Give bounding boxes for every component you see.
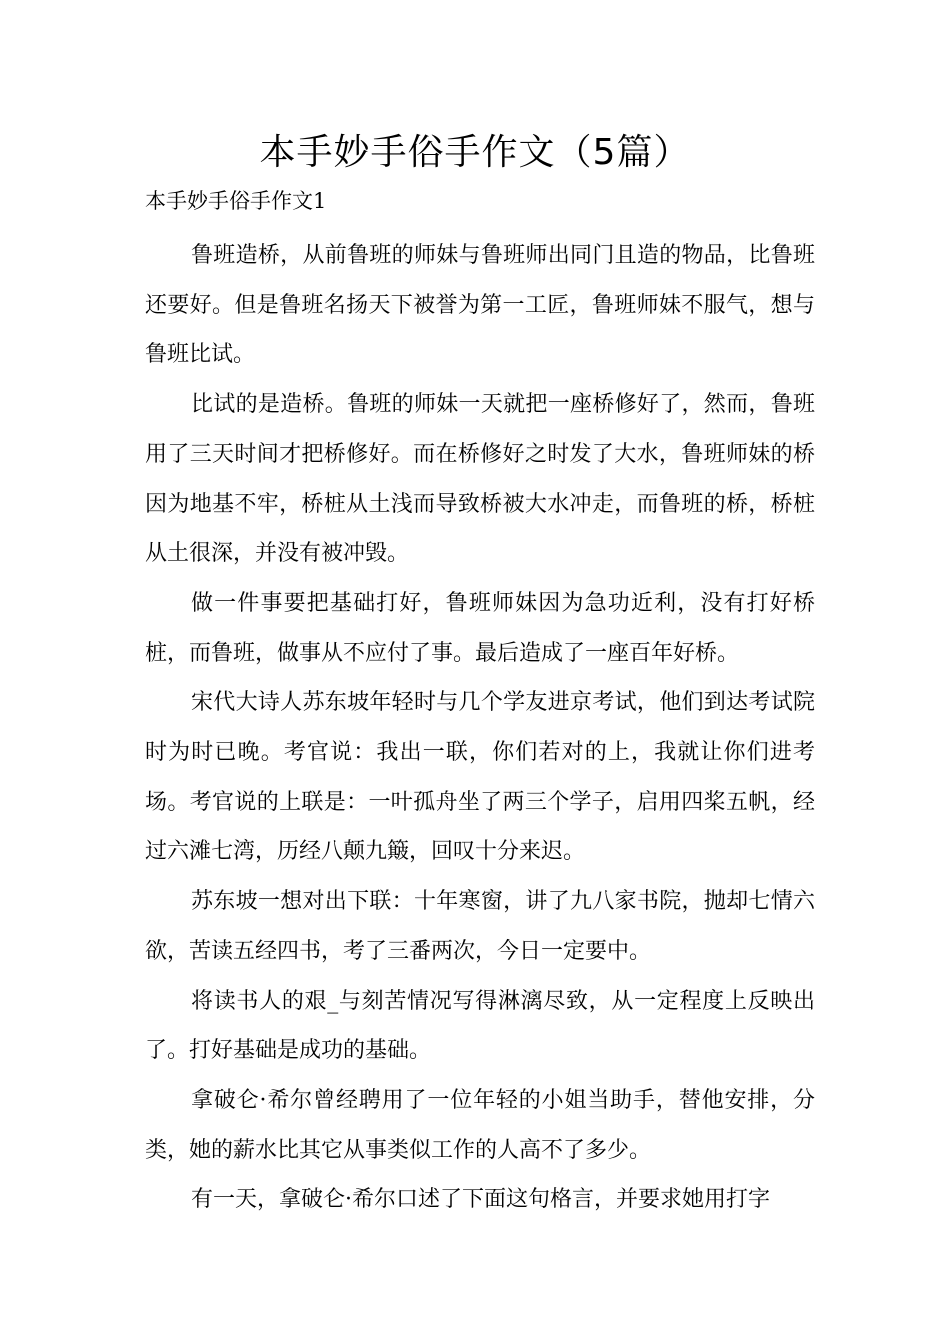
paragraph: 拿破仑·希尔曾经聘用了一位年轻的小姐当助手，替他安排，分类，她的薪水比其它从事类似工作的人高不了多少。 <box>145 1087 815 1163</box>
body-text <box>145 231 815 1225</box>
paragraph: 有一天，拿破仑·希尔口述了下面这句格言，并要求她用打字 <box>191 1187 770 1213</box>
paragraph: 宋代大诗人苏东坡年轻时与几个学友进京考试，他们到达考试院时为时已晚。考官说：我出一联，你们若对的上，我就让你们进考场。考官说的上联是：一叶孤舟坐了两三个学子，启用四桨五帆，经过六滩七湾，历经八颠九簸，回叹十分来迟。 <box>145 690 815 865</box>
paragraph: 苏东坡一想对出下联：十年寒窗，讲了九八家书院，抛却七情六欲，苦读五经四书，考了三番两次，今日一定要中。 <box>145 889 815 964</box>
paragraph: 比试的是造桥。鲁班的师妹一天就把一座桥修好了，然而，鲁班用了三天时间才把桥修好。而在桥修好之时发了大水，鲁班师妹的桥因为地基不牢，桥桩从土浅而导致桥被大水冲走，而鲁班的桥，桥桩从土很深，并没有被冲毁。 <box>145 392 815 567</box>
paragraph: 鲁班造桥，从前鲁班的师妹与鲁班师出同门且造的物品，比鲁班还要好。但是鲁班名扬天下被誉为第一工匠，鲁班师妹不服气，想与鲁班比试。 <box>145 243 815 368</box>
document-title: 本手妙手俗手作文（5篇） <box>259 132 691 173</box>
section-heading: 本手妙手俗手作文1 <box>145 189 327 213</box>
paragraph: 将读书人的艰_与刻苦情况写得淋漓尽致，从一定程度上反映出了。打好基础是成功的基础。 <box>145 988 815 1064</box>
paragraph: 做一件事要把基础打好，鲁班师妹因为急功近利，没有打好桥桩，而鲁班，做事从不应付了事。最后造成了一座百年好桥。 <box>145 590 815 666</box>
